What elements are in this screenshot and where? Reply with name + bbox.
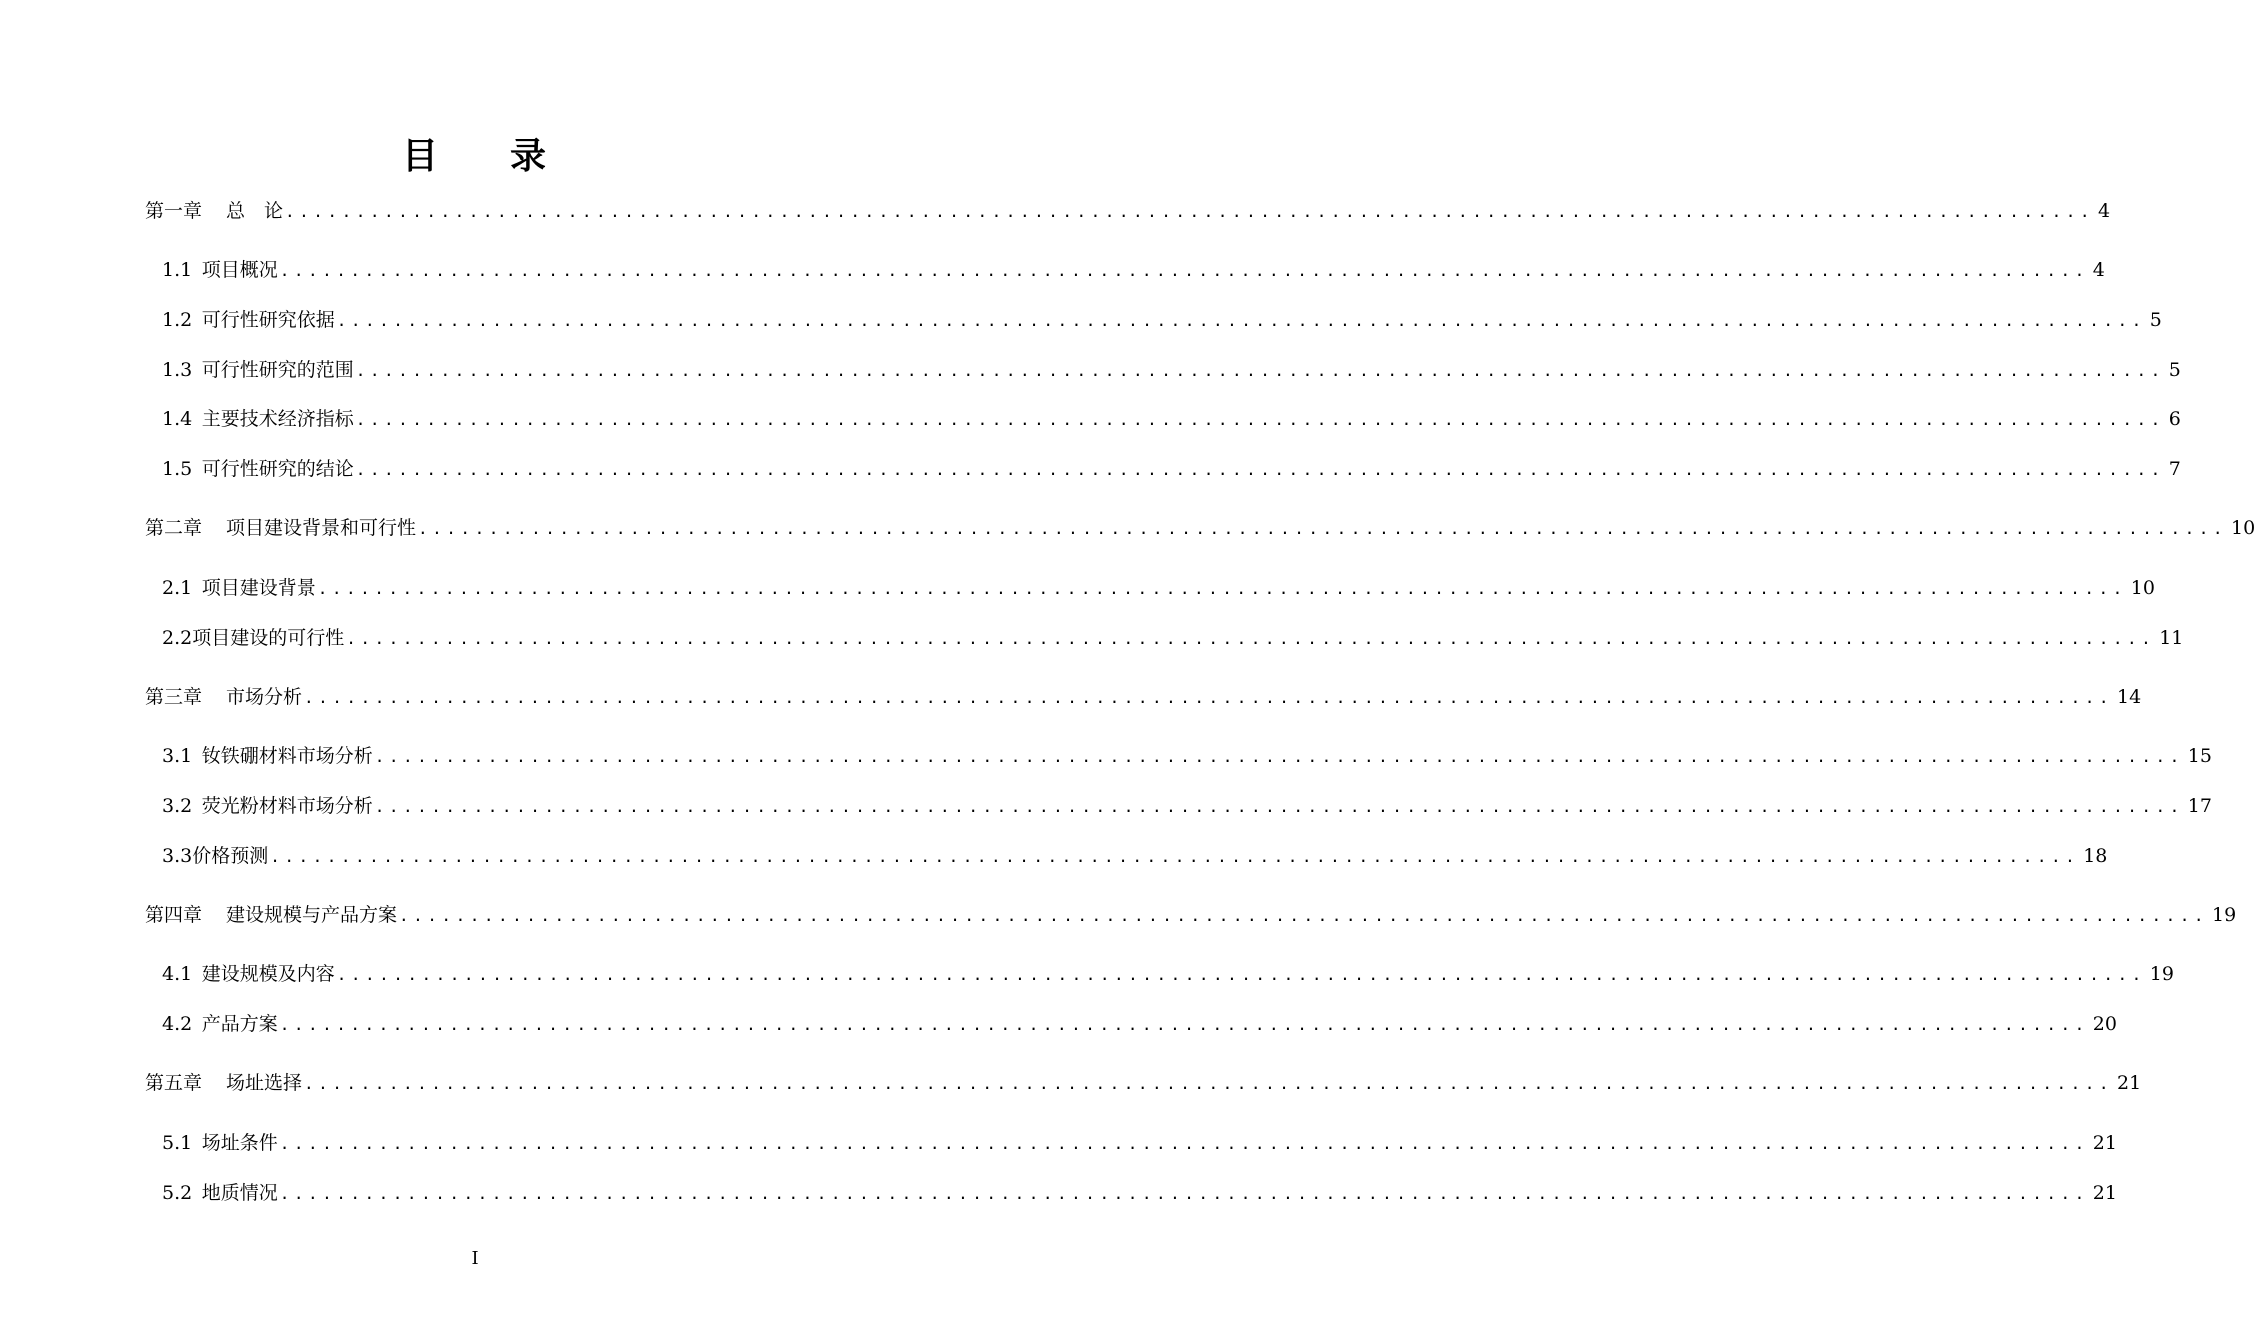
toc-dot-leader: ................................................................................................................................ [374,747,2184,766]
toc-section-number: 5.1 [162,1132,193,1154]
toc-entry-title: 项目建设背景和可行性 [226,517,417,539]
toc-chapter-number: 第一章 [145,200,203,222]
toc-entry-section-3-2[interactable] [162,792,2212,820]
toc-entry-chapter-3[interactable] [145,683,2142,711]
toc-title-char-1: 目 [401,135,440,177]
toc-entry-title: 产品方案 [201,1013,278,1035]
toc-dot-leader: ................................................................................................................................ [355,410,2165,429]
toc-page-number: 5 [2149,309,2162,331]
toc-entry-title: 总 论 [226,200,284,222]
toc-dot-leader: ................................................................................................................................ [355,460,2165,479]
toc-dot-leader: ................................................................................................................................ [279,261,2089,280]
toc-page-number: 4 [2092,259,2105,281]
toc-entry-section-2-2[interactable] [162,624,2184,652]
toc-entry-title: 可行性研究依据 [201,309,335,331]
toc-section-number: 1.5 [162,458,193,480]
toc-page-number: 15 [2187,745,2212,767]
toc-entry-title: 主要技术经济指标 [201,408,354,430]
toc-dot-leader: ................................................................................................................................ [418,519,2228,538]
toc-dot-leader: ................................................................................................................................ [285,202,2095,221]
toc-chapter-number: 第四章 [145,904,203,926]
toc-title [0,128,950,179]
toc-dot-leader: ................................................................................................................................ [279,1015,2089,1034]
toc-entry-section-1-5[interactable] [162,455,2181,483]
toc-dot-leader: ................................................................................................................................ [336,311,2146,330]
toc-title-char-2: 录 [510,135,549,177]
toc-entry-chapter-2[interactable] [145,514,2255,542]
toc-entry-section-1-4[interactable] [162,405,2181,433]
toc-dot-leader: ................................................................................................................................ [346,629,2156,648]
toc-entry-section-2-1[interactable] [162,574,2155,602]
toc-entry-title: 地质情况 [201,1182,278,1204]
toc-page-number: 17 [2187,795,2212,817]
toc-page-number: 10 [2130,577,2155,599]
toc-dot-leader: ................................................................................................................................ [336,965,2146,984]
toc-entry-title: 可行性研究的范围 [201,359,354,381]
toc-section-number: 3.2 [162,795,193,817]
toc-entry-section-4-1[interactable] [162,960,2174,988]
toc-entry-title: 项目概况 [201,259,278,281]
toc-page-number: 21 [2092,1132,2117,1154]
toc-entry-title: 市场分析 [226,686,303,708]
toc-page-number: 20 [2092,1013,2117,1035]
toc-entry-title: 可行性研究的结论 [201,458,354,480]
toc-entry-section-3-3[interactable] [162,842,2108,870]
toc-dot-leader: ................................................................................................................................ [304,1074,2114,1093]
toc-section-number: 1.4 [162,408,193,430]
toc-page-number: 4 [2098,200,2111,222]
toc-entry-title: 项目建设背景 [201,577,316,599]
toc-page-number: 19 [2149,963,2174,985]
toc-entry-title: 建设规模与产品方案 [226,904,398,926]
toc-section-number: 5.2 [162,1182,193,1204]
toc-entry-section-1-1[interactable] [162,256,2105,284]
toc-section-number: 4.1 [162,963,193,985]
toc-chapter-number: 第三章 [145,686,203,708]
toc-entry-section-1-3[interactable] [162,356,2181,384]
toc-page-number: 21 [2092,1182,2117,1204]
toc-entry-chapter-5[interactable] [145,1069,2142,1097]
toc-entry-section-5-1[interactable] [162,1129,2117,1157]
toc-section-number: 4.2 [162,1013,193,1035]
toc-page-number: 11 [2159,627,2184,649]
toc-dot-leader: ................................................................................................................................ [304,688,2114,707]
toc-section-number: 1.2 [162,309,193,331]
toc-page-number: 5 [2168,359,2181,381]
toc-entry-title: 荧光粉材料市场分析 [201,795,373,817]
toc-dot-leader: ................................................................................................................................ [279,1184,2089,1203]
toc-entry-title: 3.3价格预测 [162,845,269,867]
toc-entry-title: 建设规模及内容 [201,963,335,985]
toc-dot-leader: ................................................................................................................................ [399,906,2209,925]
toc-dot-leader: ................................................................................................................................ [279,1134,2089,1153]
toc-entry-title: 钕铁硼材料市场分析 [201,745,373,767]
toc-entry-chapter-4[interactable] [145,901,2237,929]
toc-dot-leader: ................................................................................................................................ [270,847,2080,866]
toc-entry-title: 场址选择 [226,1072,303,1094]
toc-chapter-number: 第二章 [145,517,203,539]
toc-page-number: 18 [2083,845,2108,867]
toc-page-number: 7 [2168,458,2181,480]
toc-entry-section-4-2[interactable] [162,1010,2117,1038]
toc-page-number: 14 [2117,686,2142,708]
toc-dot-leader: ................................................................................................................................ [374,797,2184,816]
toc-section-number: 1.1 [162,259,193,281]
page-number-footer: I [471,1248,479,1269]
toc-section-number: 3.1 [162,745,193,767]
toc-section-number: 2.1 [162,577,193,599]
toc-page-number: 21 [2117,1072,2142,1094]
toc-dot-leader: ................................................................................................................................ [355,361,2165,380]
toc-entry-title: 场址条件 [201,1132,278,1154]
toc-entry-chapter-1[interactable] [145,197,2111,225]
toc-entry-section-1-2[interactable] [162,306,2162,334]
toc-entry-section-3-1[interactable] [162,742,2212,770]
toc-dot-leader: ................................................................................................................................ [317,579,2127,598]
toc-entry-section-5-2[interactable] [162,1179,2117,1207]
toc-chapter-number: 第五章 [145,1072,203,1094]
toc-page-number: 6 [2168,408,2181,430]
toc-section-number: 1.3 [162,359,193,381]
toc-entry-title: 2.2项目建设的可行性 [162,627,345,649]
toc-page-number: 19 [2212,904,2237,926]
toc-page-number: 10 [2231,517,2255,539]
